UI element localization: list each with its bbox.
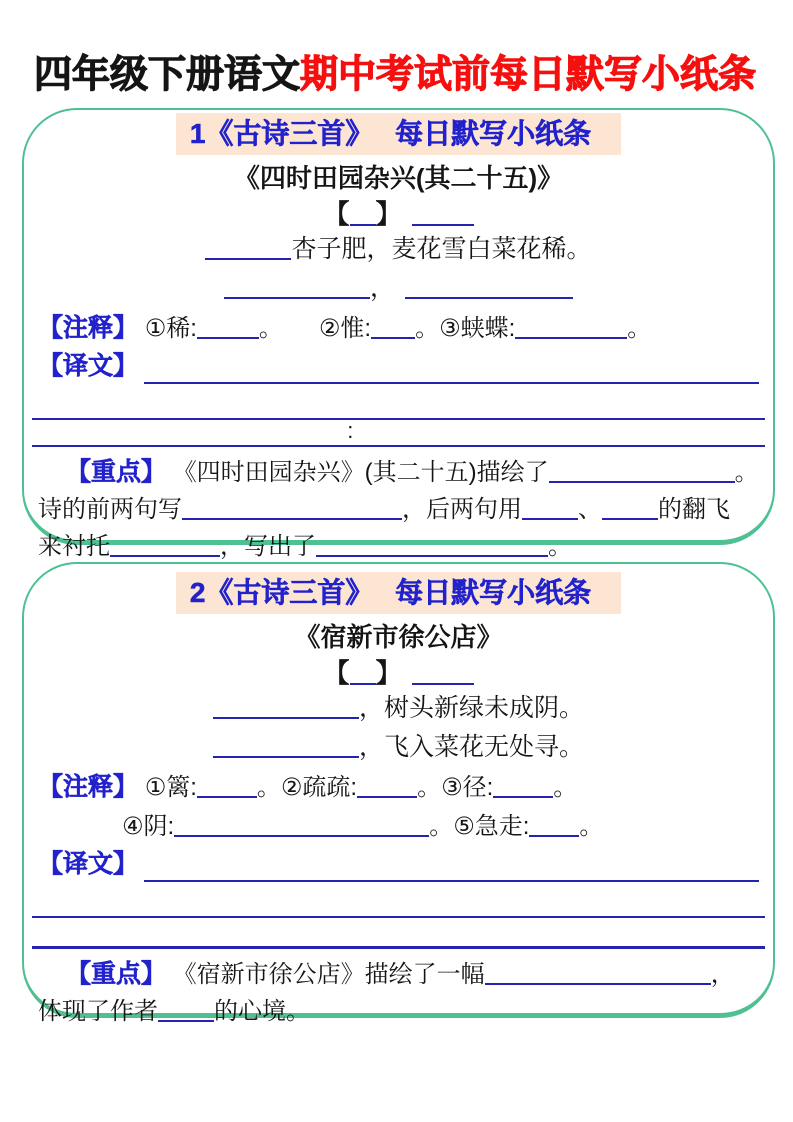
keypoint-period: 。 [734,459,759,486]
keypoint-text: 的心境。 [214,998,310,1025]
note-answer-blank[interactable] [357,776,417,798]
card2-notes-line-2 [38,809,759,844]
verse-text: 杏子肥，麦花雪白菜花稀。 [291,235,592,263]
card2-poem-line-2 [38,729,759,766]
keypoint-blank[interactable] [158,1000,214,1022]
verse-blank[interactable] [213,736,359,758]
card2-poem-title: 《宿新市徐公店》 [294,622,503,652]
keypoint-blank[interactable] [522,498,578,520]
card1-header: 1《古诗三首》 每日默写小纸条 [176,113,621,155]
notes-label: 【注释】 [38,314,139,342]
note-term: ①稀: [144,315,197,342]
dynasty-blank[interactable] [350,663,376,685]
page-title-red: 期中考试前每日默写小纸条 [300,54,757,96]
note-term: ④阴: [122,813,175,840]
note-period: 。 [258,315,283,342]
keypoint-text: 《宿新市徐公店》描绘了一幅 [172,961,485,988]
keypoint-period: ， [710,961,735,988]
colon-mark: : [347,418,354,443]
card2-notes-line-1 [38,770,759,805]
note-answer-blank[interactable] [197,776,257,798]
keypoint-blank[interactable] [316,535,548,557]
note-period: 。 [553,774,578,801]
note-answer-blank[interactable] [493,776,553,798]
card1-keypoint-line-1 [38,454,759,491]
keypoint-text: 的翻飞 [658,496,730,523]
writing-line[interactable] [32,398,765,420]
verse-blank[interactable] [405,277,573,299]
card1-poem-line-2 [38,270,759,307]
keypoint-period: 。 [548,533,572,560]
dynasty-blank[interactable] [350,204,376,226]
note-answer-blank[interactable] [529,815,579,837]
card-poem-2 [22,562,775,1025]
keypoint-blank[interactable] [485,963,711,985]
note-answer-blank[interactable] [371,317,415,339]
translation-blank[interactable] [144,856,759,882]
note-period: 。 [415,315,440,342]
card2-header-row [38,572,759,614]
keypoint-label: 【重点】 [66,458,167,486]
card1-poem-line-1 [38,231,759,268]
writing-line[interactable] [32,918,765,949]
card2-keypoint-line-2 [38,993,759,1030]
translation-label: 【译文】 [38,850,139,878]
note-term: ①篱: [144,774,197,801]
verse-separator: ， [369,274,395,302]
keypoint-text: 体现了作者 [38,998,158,1025]
writing-line[interactable] [32,896,765,918]
card1-notes-line [38,311,759,346]
note-period: 。 [429,813,454,840]
verse-text: ，树头新绿未成阴。 [358,694,584,722]
writing-line-with-colon[interactable] [32,420,765,447]
page-title-black: 四年级下册语文 [34,54,301,96]
card1-keypoint-line-3 [38,528,759,565]
keypoint-text: 来衬托 [38,533,110,560]
bracket-close: 】 [375,199,402,229]
note-answer-blank[interactable] [515,317,627,339]
verse-text: ，飞入菜花无处寻。 [358,733,584,761]
card1-translation-line [38,349,759,384]
note-period: 。 [579,813,604,840]
note-answer-blank[interactable] [174,815,429,837]
card-poem-1 [22,108,775,560]
translation-label: 【译文】 [38,352,139,380]
note-period: 。 [417,774,442,801]
translation-blank[interactable] [144,358,759,384]
notes-label: 【注释】 [38,773,139,801]
page-title [0,0,793,100]
note-term: ⑤急走: [453,813,530,840]
note-term: ③蛱蝶: [439,315,516,342]
keypoint-text: 诗的前两句写 [38,496,182,523]
note-period: 。 [627,315,652,342]
bracket-close: 】 [375,658,402,688]
keypoint-blank[interactable] [110,535,220,557]
verse-blank[interactable] [213,697,359,719]
keypoint-blank[interactable] [549,461,735,483]
keypoint-label: 【重点】 [66,960,167,988]
keypoint-text: 《四时田园杂兴》(其二十五)描绘了 [172,459,549,486]
card2-poem-line-1 [38,690,759,727]
card1-author-line [38,197,759,231]
keypoint-blank[interactable] [602,498,658,520]
keypoint-text: ，后两句用 [402,496,522,523]
keypoint-text: 、 [578,496,602,523]
card2-translation-line [38,847,759,882]
author-blank[interactable] [412,204,474,226]
note-period: 。 [256,774,281,801]
note-term: ②惟: [318,315,372,342]
author-blank[interactable] [412,663,474,685]
verse-blank[interactable] [205,238,291,260]
verse-blank[interactable] [224,277,370,299]
card1-keypoint-line-2 [38,491,759,528]
card2-keypoint-line-1 [38,956,759,993]
card1-header-row [38,113,759,155]
note-term: ③径: [441,774,494,801]
bracket-open: 【 [323,658,350,688]
keypoint-blank[interactable] [182,498,402,520]
card2-header: 2《古诗三首》 每日默写小纸条 [176,572,621,614]
note-term: ②疏疏: [280,774,358,801]
keypoint-text: ，写出了 [220,533,316,560]
note-answer-blank[interactable] [197,317,259,339]
card1-poem-title: 《四时田园杂兴(其二十五)》 [233,163,564,193]
bracket-open: 【 [323,199,350,229]
card2-author-line [38,656,759,690]
